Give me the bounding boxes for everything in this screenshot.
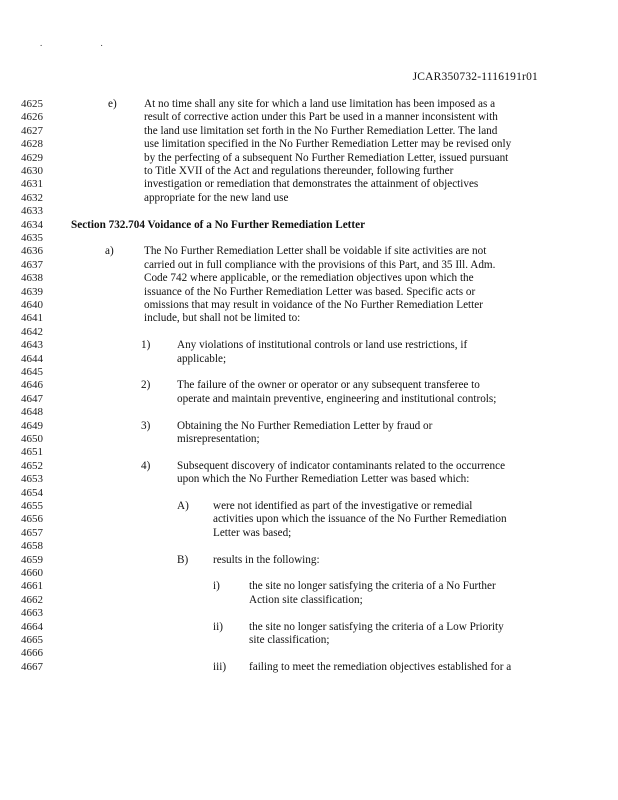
para-a-line: carried out in full compliance with the provisions of this Part, and 35 Ill. Adm. — [144, 259, 496, 271]
item-1-line: applicable; — [177, 353, 227, 365]
item-2-line: The failure of the owner or operator or any subsequent transferee to — [177, 379, 480, 391]
line-number: 4664 — [21, 621, 43, 633]
item-i-line: the site no longer satisfying the criteria of a No Further — [249, 580, 496, 592]
line-number: 4627 — [21, 125, 43, 137]
item-i-line: Action site classification; — [249, 594, 363, 606]
para-e-line: investigation or remediation that demonstrates the attainment of objectives — [144, 178, 479, 190]
item-iii-label: iii) — [213, 661, 227, 673]
line-number: 4667 — [21, 661, 43, 673]
line-number: 4638 — [21, 272, 43, 284]
item-3-line: misrepresentation; — [177, 433, 260, 445]
item-ii-line: the site no longer satisfying the criteria of a Low Priority — [249, 621, 504, 633]
line-number: 4636 — [21, 245, 43, 257]
line-number: 4661 — [21, 580, 43, 592]
item-ii-line: site classification; — [249, 634, 330, 646]
para-a-label: a) — [105, 245, 114, 257]
line-number: 4653 — [21, 473, 43, 485]
item-iii-line: failing to meet the remediation objectives established for a — [249, 661, 512, 673]
para-e-line: the land use limitation set forth in the No Further Remediation Letter. The land — [144, 125, 498, 137]
line-number: 4648 — [21, 406, 43, 418]
line-number: 4654 — [21, 487, 43, 499]
item-1-label: 1) — [141, 339, 151, 351]
line-number: 4652 — [21, 460, 43, 472]
item-A-line: activities upon which the issuance of the No Further Remediation — [213, 513, 507, 525]
line-number: 4644 — [21, 353, 43, 365]
para-a-line: issuance of the No Further Remediation Letter was based. Specific acts or — [144, 286, 476, 298]
para-e-label: e) — [108, 98, 117, 110]
para-e-line: use limitation specified in the No Further Remediation Letter may be revised only — [144, 138, 512, 150]
para-e-line: result of corrective action under this Part be used in a manner inconsistent with — [144, 111, 498, 123]
item-4-label: 4) — [141, 460, 151, 472]
line-number: 4665 — [21, 634, 43, 646]
document-id: JCAR350732-1116191r01 — [412, 71, 538, 83]
para-e-line: appropriate for the new land use — [144, 192, 289, 204]
para-a-line: include, but shall not be limited to: — [144, 312, 301, 324]
para-e-line: to Title XVII of the Act and regulations thereunder, following further — [144, 165, 454, 177]
line-number: 4625 — [21, 98, 43, 110]
line-number: 4655 — [21, 500, 43, 512]
line-number: 4663 — [21, 607, 43, 619]
line-number: 4651 — [21, 446, 43, 458]
scan-marks: . . — [40, 38, 131, 48]
line-number: 4643 — [21, 339, 43, 351]
line-number: 4650 — [21, 433, 43, 445]
item-2-line: operate and maintain preventive, engineering and institutional controls; — [177, 393, 497, 405]
line-number: 4639 — [21, 286, 43, 298]
line-number: 4630 — [21, 165, 43, 177]
item-A-label: A) — [177, 500, 189, 512]
line-number: 4642 — [21, 326, 43, 338]
item-4-line: Subsequent discovery of indicator contaminants related to the occurrence — [177, 460, 506, 472]
line-number: 4659 — [21, 554, 43, 566]
section-heading: Section 732.704 Voidance of a No Further Remediation Letter — [71, 219, 366, 231]
line-number: 4637 — [21, 259, 43, 271]
line-number: 4626 — [21, 111, 43, 123]
line-number: 4629 — [21, 152, 43, 164]
line-number: 4628 — [21, 138, 43, 150]
line-number: 4646 — [21, 379, 43, 391]
item-B-line: results in the following: — [213, 554, 320, 566]
item-2-label: 2) — [141, 379, 151, 391]
line-number: 4632 — [21, 192, 43, 204]
para-e-line: by the perfecting of a subsequent No Further Remediation Letter, issued pursuant — [144, 152, 509, 164]
item-ii-label: ii) — [213, 621, 223, 633]
item-4-line: upon which the No Further Remediation Letter was based which: — [177, 473, 470, 485]
para-a-line: omissions that may result in voidance of the No Further Remediation Letter — [144, 299, 483, 311]
line-number: 4657 — [21, 527, 43, 539]
item-1-line: Any violations of institutional controls or land use restrictions, if — [177, 339, 468, 351]
line-number: 4631 — [21, 178, 43, 190]
line-number: 4633 — [21, 205, 43, 217]
line-number: 4640 — [21, 299, 43, 311]
line-number: 4649 — [21, 420, 43, 432]
line-number: 4641 — [21, 312, 43, 324]
item-3-label: 3) — [141, 420, 151, 432]
line-number: 4658 — [21, 540, 43, 552]
item-A-line: Letter was based; — [213, 527, 292, 539]
line-number: 4634 — [21, 219, 43, 231]
line-number: 4647 — [21, 393, 43, 405]
line-number: 4660 — [21, 567, 43, 579]
item-B-label: B) — [177, 554, 189, 566]
line-number: 4662 — [21, 594, 43, 606]
line-number: 4645 — [21, 366, 43, 378]
item-A-line: were not identified as part of the investigative or remedial — [213, 500, 473, 512]
para-a-line: The No Further Remediation Letter shall be voidable if site activities are not — [144, 245, 487, 257]
line-number: 4666 — [21, 647, 43, 659]
para-a-line: Code 742 where applicable, or the remediation objectives upon which the — [144, 272, 474, 284]
para-e-line: At no time shall any site for which a land use limitation has been imposed as a — [144, 98, 496, 110]
line-number: 4656 — [21, 513, 43, 525]
item-i-label: i) — [213, 580, 220, 592]
line-number: 4635 — [21, 232, 43, 244]
item-3-line: Obtaining the No Further Remediation Letter by fraud or — [177, 420, 433, 432]
